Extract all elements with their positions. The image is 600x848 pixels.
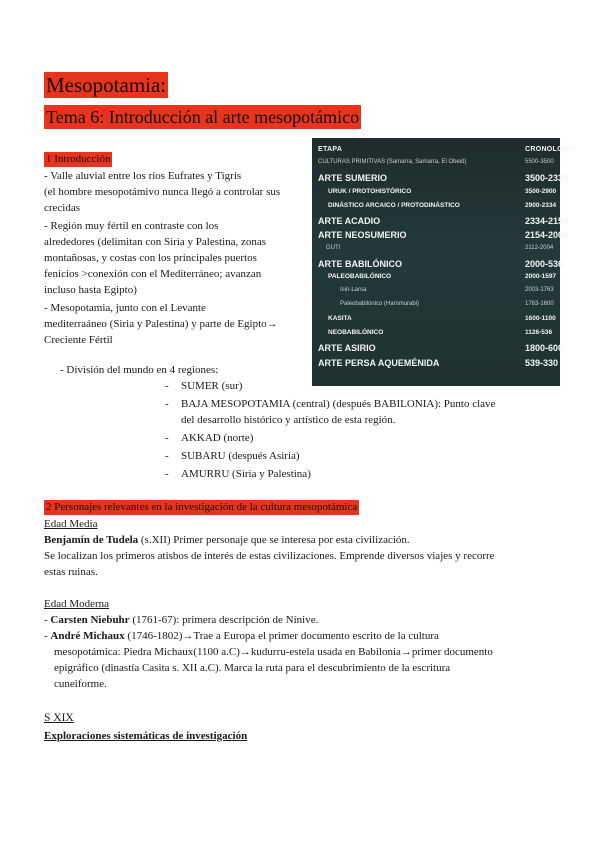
michaux-line bbox=[44, 628, 564, 644]
section-1-intro bbox=[44, 168, 306, 348]
chronology-era: CULTURAS PRIMITIVAS (Samarra, Samarra, El Obeid) bbox=[318, 159, 467, 165]
chronology-date: 2000-536 bbox=[525, 258, 564, 269]
benjamin-description bbox=[44, 548, 564, 580]
region-text: AKKAD (norte) bbox=[181, 432, 254, 444]
valle-line: crecidas bbox=[44, 202, 81, 214]
region-dash: - bbox=[165, 398, 169, 410]
chronology-era: PALEOBABILÓNICO bbox=[328, 273, 392, 280]
region-line: incluso hasta Egipto) bbox=[44, 284, 137, 296]
section-1-heading: 1 Introducción bbox=[46, 153, 111, 165]
chronology-era: NEOBABILÓNICO bbox=[328, 329, 384, 336]
page-subtitle: Tema 6: Introducción al arte mesopotámico bbox=[46, 107, 360, 127]
region-line: - Región muy fértil en contraste con los bbox=[44, 220, 219, 232]
michaux-dash: - bbox=[44, 630, 51, 642]
region-text: AMURRU (Siria y Palestina) bbox=[181, 468, 311, 480]
benjamin-text: (s.XII) Primer personaje que se interesa por esta civilización. bbox=[138, 534, 410, 546]
region-text: del desarrollo histórico y artístico de esta región. bbox=[181, 414, 396, 426]
region-dash: - bbox=[165, 468, 169, 480]
exploraciones-text: Exploraciones sistemáticas de investigación bbox=[44, 730, 248, 742]
header-cronologia: CRONOLOGÍA bbox=[525, 146, 577, 153]
region-line: alrededores (delimitan con Siria y Palestina, zonas bbox=[44, 236, 267, 248]
chronology-date: 2900-2334 bbox=[525, 201, 557, 209]
region-dash: - bbox=[165, 450, 169, 462]
region-item bbox=[165, 448, 545, 464]
chronology-date: 5500-3500 bbox=[525, 159, 554, 165]
michaux-line: cuneiforme. bbox=[54, 678, 107, 690]
exploraciones-heading bbox=[44, 728, 564, 744]
chronology-era: KASITA bbox=[328, 315, 352, 322]
regions-list bbox=[165, 378, 545, 484]
michaux-text: (1746-1802)→Trae a Europa el primer documento escrito de la cultura bbox=[124, 630, 439, 642]
benjamin-line: Se localizan los primeros atisbos de interés de estas civilizaciones. Emprende diversos viajes y recorre bbox=[44, 550, 495, 562]
benjamin-name: Benjamín de Tudela bbox=[44, 534, 139, 546]
chronology-era: ARTE ACADIO bbox=[318, 215, 381, 226]
chronology-date: 2112-2004 bbox=[525, 244, 554, 251]
region-dash: - bbox=[165, 380, 169, 392]
creciente-line: Creciente Fértil bbox=[44, 334, 113, 346]
chronology-date: 3500-2334 bbox=[525, 173, 569, 183]
section-2-heading: 2 Personajes relevantes en la investigación de la cultura mesopotámica bbox=[46, 501, 358, 513]
creciente-line: - Mesopotamia, junto con el Levante bbox=[44, 302, 206, 314]
creciente-line: mediterraáneo (Siria y Palestina) y parte de Egipto→ bbox=[44, 318, 278, 330]
region-line: montañosas, y costas con los principales puertos bbox=[44, 252, 257, 264]
chronology-era: ARTE ASIRIO bbox=[318, 343, 376, 353]
chronology-era: ARTE NEOSUMERIO bbox=[318, 230, 407, 240]
michaux-description bbox=[44, 644, 564, 692]
chronology-era: ARTE SUMERIO bbox=[318, 173, 388, 183]
chronology-era: Isin-Larsa bbox=[340, 287, 367, 293]
chronology-era: GUTI bbox=[326, 244, 341, 251]
chronology-date: 1600-1100 bbox=[525, 315, 556, 322]
chronology-table bbox=[312, 138, 577, 386]
region-item bbox=[165, 430, 545, 446]
chronology-era: URUK / PROTOHISTÓRICO bbox=[328, 187, 412, 195]
region-line: fenicios >conexión con el Mediterráneo; avanzan bbox=[44, 268, 262, 280]
region-text: BAJA MESOPOTAMIA (central) (después BABILONIA): Punto clave bbox=[181, 398, 496, 410]
niebuhr-text: (1761-67): primera descripción de Nínive. bbox=[129, 614, 319, 626]
chronology-date: 539-330 bbox=[525, 357, 559, 368]
region-text: SUBARU (después Asiria) bbox=[181, 450, 300, 462]
chronology-date: 1763-1600 bbox=[525, 301, 554, 307]
section-2-body bbox=[44, 516, 564, 744]
chronology-date: 3500-2900 bbox=[525, 187, 557, 195]
chronology-date: 2003-1763 bbox=[525, 287, 554, 293]
chronology-date: 1800-600 bbox=[525, 343, 564, 353]
valle-line: - Valle aluvial entre los ríos Eufrates y Tigris bbox=[44, 170, 242, 182]
niebuhr-dash: - bbox=[44, 614, 51, 626]
paragraph-valle bbox=[44, 168, 306, 216]
chronology-era: ARTE PERSA AQUEMÉNIDA bbox=[318, 357, 440, 368]
chronology-era: ARTE BABILÓNICO bbox=[318, 258, 402, 269]
chronology-date: 2154-2004 bbox=[525, 230, 569, 240]
chronology-date: 1126-536 bbox=[525, 329, 553, 336]
region-text: SUMER (sur) bbox=[181, 380, 243, 392]
michaux-line: epigráfico (dinastía Casita s. XII a.C). Marca la ruta para el descubrimiento de la escritura bbox=[54, 662, 451, 674]
chronology-era: Paleobabilónico (Hammurabi) bbox=[340, 301, 420, 307]
region-item bbox=[165, 396, 545, 428]
paragraph-region bbox=[44, 218, 306, 298]
region-dash: - bbox=[165, 432, 169, 444]
valle-line: (el hombre mesopotámivo nunca llegó a controlar sus bbox=[44, 186, 281, 198]
niebuhr-line bbox=[44, 612, 564, 628]
chronology-era: DINÁSTICO ARCAICO / PROTODINÁSTICO bbox=[328, 201, 460, 209]
edad-media-label: Edad Media bbox=[44, 518, 98, 530]
michaux-name: André Michaux bbox=[50, 630, 125, 642]
header-etapa: ETAPA bbox=[318, 146, 343, 153]
sxix-label: S XIX bbox=[44, 712, 74, 724]
region-item bbox=[165, 466, 545, 482]
benjamin-line: estas ruinas. bbox=[44, 566, 98, 578]
michaux-line: mesopotámica: Piedra Michaux(1100 a.C)→kudurru-estela usada en Babilonia→primer documento bbox=[54, 646, 493, 658]
chronology-date: 2334-2154 bbox=[525, 215, 569, 226]
benjamin-line bbox=[44, 532, 564, 548]
chronology-date: 2000-1597 bbox=[525, 273, 557, 280]
paragraph-division: - División del mundo en 4 regiones: bbox=[60, 364, 219, 376]
niebuhr-name: Carsten Niebuhr bbox=[50, 614, 130, 626]
paragraph-creciente bbox=[44, 300, 306, 348]
edad-moderna-label: Edad Moderna bbox=[44, 598, 110, 610]
page-title: Mesopotamia: bbox=[46, 73, 167, 97]
